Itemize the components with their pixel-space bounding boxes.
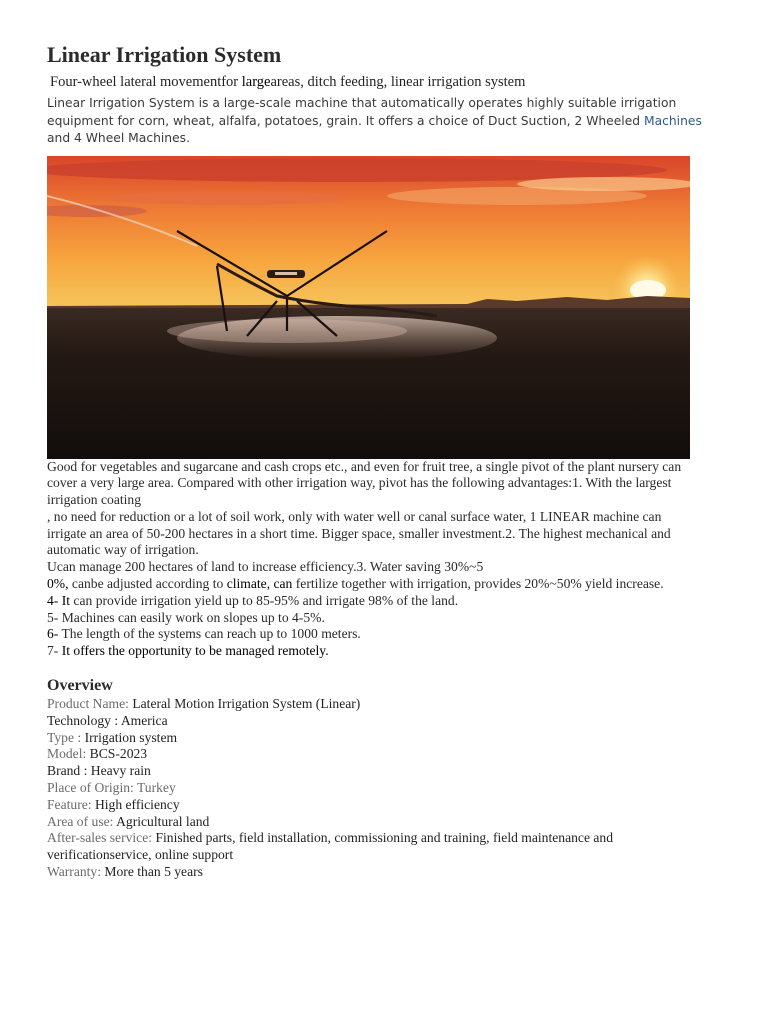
spec-key: Brand : [47,763,91,779]
spec-row [47,797,697,814]
text-part: 6- [47,626,59,642]
spec-key: After-sales service: [47,830,156,846]
text-part: fertilize together with irrigation, provides 20%~50% yield increase. [292,576,664,592]
spec-key: Place of Origin: [47,780,137,796]
spec-key: Area of use: [47,813,117,829]
subtitle [50,72,727,92]
text-part: can provide irrigation yield up to 85-95% and irrigate 98% of the land. [70,592,459,608]
advantages-paragraph: , no need for reduction or a lot of soil work, only with water well or canal surface water, 1 LINEAR machine can irrigate an area of 50-200 hectares in a short time. Bigger space, smaller investment.2. The highest mechanical and automatic way of irrigation. [47,508,671,558]
text-part: 7- [47,643,62,659]
machines-link[interactable]: Machines [643,113,702,128]
advantages-paragraph: Ucan manage 200 hectares of land to increase efficiency.3. Water saving 30%~5 [47,559,484,575]
spec-row [47,696,697,713]
intro-paragraph [47,95,727,148]
spec-value: High efficiency [94,796,180,812]
text-part: canbe adjusted according to [68,576,227,592]
advantage-item-4 [47,593,697,610]
text-part: 4- It [47,592,71,608]
spec-value: More than 5 years [104,864,203,880]
spec-row [47,830,697,864]
spec-value: Irrigation system [84,729,178,745]
overview-list [47,696,697,881]
subtitle-part: large [241,74,271,90]
document-page [47,40,727,881]
advantage-item-7 [47,643,697,660]
spec-row [47,763,697,780]
spec-value: Turkey [136,780,176,796]
irrigation-photo [47,156,690,459]
spec-value: Lateral Motion Irrigation System (Linear) [132,696,361,712]
spec-row [47,814,697,831]
advantage-item-6 [47,626,697,643]
spec-value: Heavy rain [90,763,151,779]
advantage-item-5: 5- Machines can easily work on slopes up to 4-5%. [47,609,325,625]
spec-key: Technology : [47,712,121,728]
intro-tail: and 4 Wheel Machines. [47,131,190,145]
spec-value: BCS-2023 [89,746,148,762]
spec-value: Agricultural land [116,813,210,829]
spec-key: Product Name: [47,696,133,712]
text-part: climate, can [226,576,293,592]
spec-value: Finished parts, field installation, commissioning and training, field maintenance and verificationservice, online support [47,830,613,863]
text-part: It offers the opportunity to be managed remotely. [61,643,329,659]
spec-key: Type : [47,729,85,745]
subtitle-part: Four-wheel lateral movementfor [50,74,242,90]
spec-key: Warranty: [47,864,105,880]
spec-row [47,730,697,747]
page-title: Linear Irrigation System [47,42,282,67]
spec-row [47,864,697,881]
spec-key: Model: [47,746,90,762]
overview-heading: Overview [47,677,113,695]
spec-row [47,780,697,797]
text-part: The length of the systems can reach up to 1000 meters. [58,626,361,642]
spec-row [47,746,697,763]
subtitle-part: areas, ditch feeding, linear irrigation system [270,74,526,90]
advantages-paragraph [47,576,697,593]
advantages-text [47,459,697,661]
text-part: 0%, [47,576,69,592]
spec-value: America [120,712,168,728]
advantages-paragraph: Good for vegetables and sugarcane and cash crops etc., and even for fruit tree, a single pivot of the plant nursery can cover a very large area. Compared with other irrigation way, pivot has the following advantages:1. With the largest irrigation coating [47,458,682,508]
intro-text: Linear Irrigation System is a large-scale machine that automatically operates highly suitable irrigation equipment for corn, wheat, alfalfa, potatoes, grain. It offers a choice of Duct Suction, 2 Wheeled [47,96,677,128]
spec-row [47,713,697,730]
spec-key: Feature: [47,796,95,812]
